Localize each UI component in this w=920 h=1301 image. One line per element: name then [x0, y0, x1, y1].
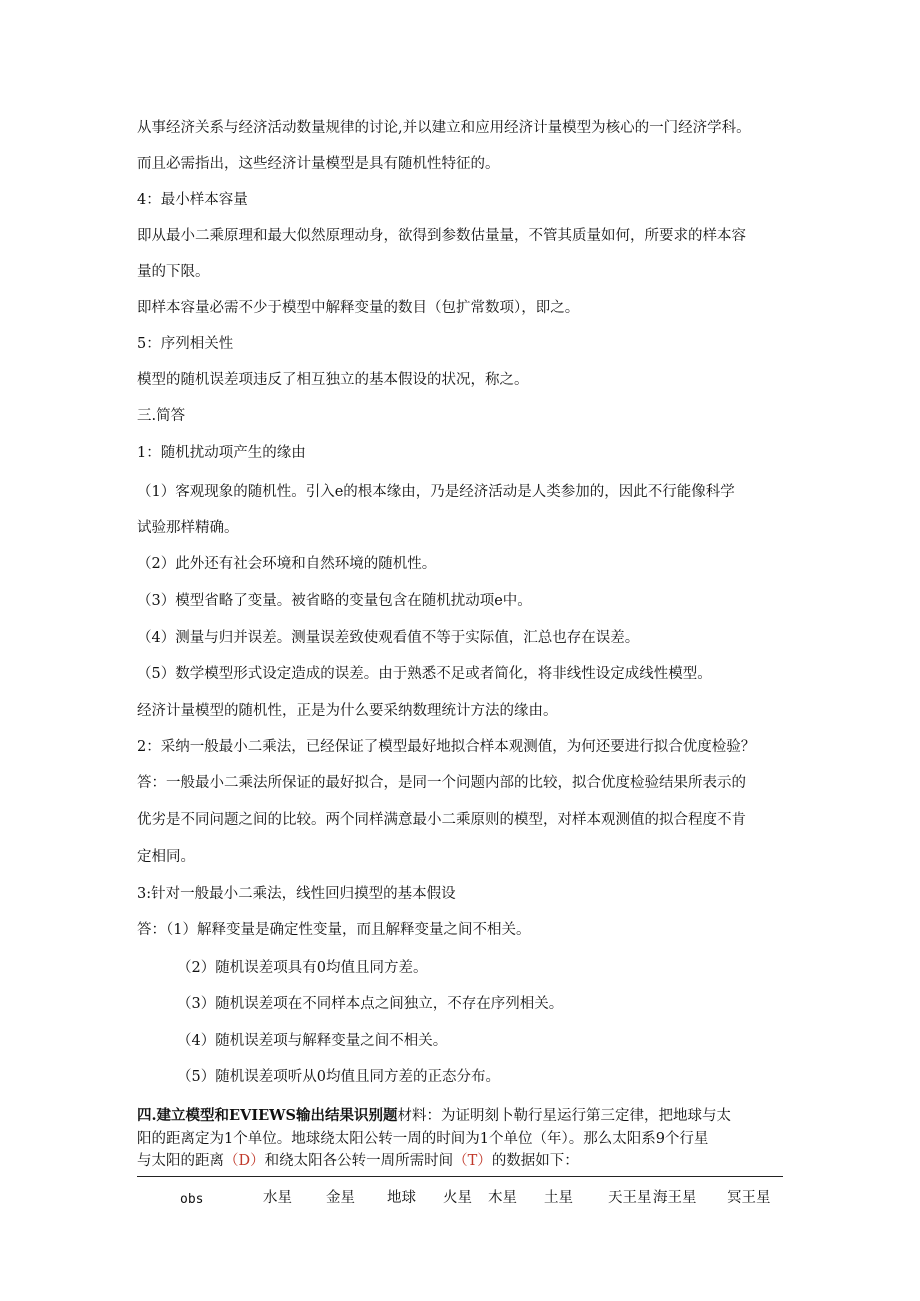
- table-header-mars: 火星: [443, 1190, 472, 1206]
- heading-min-sample-size: 4：最小样本容量: [137, 192, 248, 208]
- section4-text: 与太阳的距离: [137, 1153, 224, 1169]
- question-heading: 2：采纳一般最小二乘法，已经保证了模型最好地拟合样本观测值，为何还要进行拟合优度检验？: [137, 739, 756, 755]
- text-line: 经济计量模型的随机性，正是为什么要采纳数理统计方法的缘由。: [137, 703, 558, 719]
- text-line: 试验那样精确。: [137, 520, 239, 536]
- table-header-mercury: 水星: [263, 1190, 292, 1206]
- text-line: （3）随机误差项在不同样本点之间独立，不存在序列相关。: [177, 996, 564, 1012]
- text-line: 量的下限。: [137, 264, 210, 280]
- section4-heading: 四.建立模型和EVIEWS输出结果识别题: [137, 1107, 398, 1124]
- text-line: 从事经济关系与经济活动数量规律的讨论,并以建立和应用经济计量模型为核心的一门经济学科。: [137, 120, 751, 136]
- text-line: （5）数学模型形式设定造成的误差。由于熟悉不足或者简化，将非线性设定成线性模型。: [137, 666, 712, 682]
- text-line: 即从最小二乘原理和最大似然原理动身，欲得到参数估量量，不管其质量如何，所要求的样本容: [137, 228, 746, 244]
- table-header-jupiter: 木星: [488, 1190, 517, 1206]
- text-line: 优劣是不同问题之间的比较。两个同样满意最小二乘原则的模型，对样本观测值的拟合程度不肯: [137, 812, 746, 828]
- section4-line: 阳的距离定为1个单位。地球绕太阳公转一周的时间为1个单位（年）。那么太阳系9个行星: [137, 1131, 709, 1147]
- text-line: （3）模型省略了变量。被省略的变量包含在随机扰动项e中。: [137, 593, 532, 609]
- section4-text: 的数据如下：: [491, 1153, 579, 1169]
- section4-line: [137, 1105, 731, 1127]
- text-line: 而且必需指出，这些经济计量模型是具有随机性特征的。: [137, 156, 500, 172]
- section-heading-short-answer: 三.简答: [137, 408, 186, 424]
- text-line: （4）随机误差项与解释变量之间不相关。: [177, 1033, 448, 1049]
- heading-serial-correlation: 5：序列相关性: [137, 336, 234, 352]
- time-symbol: （T）: [453, 1153, 492, 1169]
- text-line: （5）随机误差项听从0均值且同方差的正态分布。: [177, 1069, 500, 1085]
- text-line: 即样本容量必需不少于模型中解释变量的数目（包扩常数项），即之。: [137, 300, 580, 316]
- table-header-pluto: 冥王星: [727, 1190, 771, 1206]
- section4-line: [137, 1150, 579, 1172]
- text-line: （4）测量与归并误差。测量误差致使观看值不等于实际值，汇总也存在误差。: [137, 630, 640, 646]
- text-line: （2）此外还有社会环境和自然环境的随机性。: [137, 556, 437, 572]
- table-header-earth: 地球: [387, 1190, 416, 1206]
- table-header-neptune: 海王星: [653, 1190, 697, 1206]
- table-header-obs: obs: [180, 1192, 204, 1207]
- distance-symbol: （D）: [224, 1153, 265, 1169]
- text-line: 定相同。: [137, 849, 195, 865]
- table-header-venus: 金星: [326, 1190, 355, 1206]
- question-heading: 3:针对一般最小二乘法，线性回归摸型的基本假设: [137, 886, 456, 902]
- section4-text: 和绕太阳各公转一周所需时间: [264, 1153, 454, 1169]
- text-line: 答：（1）解释变量是确定性变量，而且解释变量之间不相关。: [137, 922, 531, 938]
- table-header-saturn: 土星: [544, 1190, 573, 1206]
- table-header-uranus: 天王星: [608, 1190, 652, 1206]
- question-heading: 1：随机扰动项产生的缘由: [137, 445, 306, 461]
- section4-text: 材料：为证明刻卜勒行星运行第三定律，把地球与太: [397, 1108, 731, 1124]
- text-line: （1）客观现象的随机性。引入e的根本缘由，乃是经济活动是人类参加的，因此不行能像科学: [137, 484, 735, 500]
- text-line: 模型的随机误差项违反了相互独立的基本假设的状况，称之。: [137, 372, 529, 388]
- text-line: （2）随机误差项具有0均值且同方差。: [177, 960, 428, 976]
- text-line: 答：一般最小二乘法所保证的最好拟合，是同一个问题内部的比较，拟合优度检验结果所表示的: [137, 775, 746, 791]
- table-top-rule: [137, 1176, 783, 1177]
